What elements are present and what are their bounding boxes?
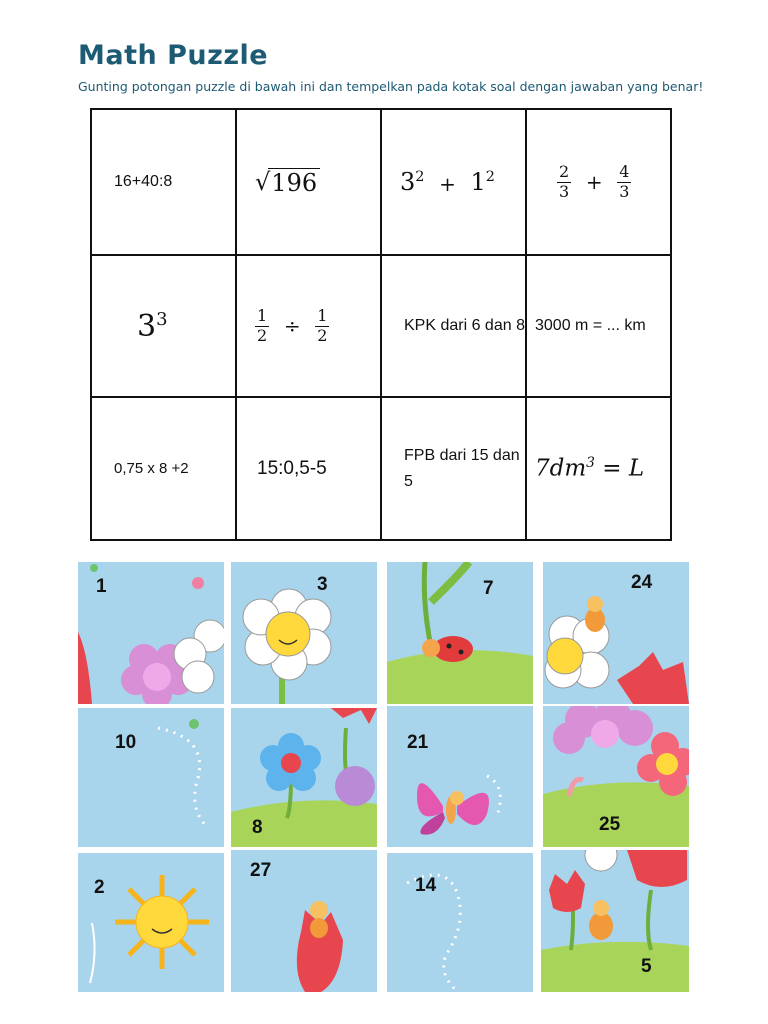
puzzle-piece[interactable] bbox=[387, 853, 533, 992]
question-cell: $3^2 + 1^2$ bbox=[381, 109, 526, 255]
question-cell: $7dm^3 = L$ bbox=[526, 397, 671, 540]
puzzle-piece[interactable] bbox=[231, 562, 377, 704]
instruction-text: Gunting potongan puzzle di bawah ini dan tempelkan pada kotak soal dengan jawaban yang benar! bbox=[78, 79, 704, 94]
puzzle-piece[interactable] bbox=[543, 706, 689, 847]
question-cell: 0,75 x 8 +2 bbox=[91, 397, 236, 540]
piece-number: 7 bbox=[483, 578, 494, 599]
sky-swirl-illustration bbox=[387, 853, 533, 992]
piece-number: 21 bbox=[407, 732, 429, 753]
piece-number: 3 bbox=[317, 574, 328, 595]
ladybug-illustration bbox=[387, 562, 533, 704]
piece-number: 24 bbox=[631, 572, 653, 593]
question-cell: $3^3$ bbox=[91, 255, 236, 397]
butterfly-illustration bbox=[387, 706, 533, 847]
question-cell: 16+40:8 bbox=[91, 109, 236, 255]
piece-number: 8 bbox=[252, 817, 263, 838]
question-cell: 3000 m = ... km bbox=[526, 255, 671, 397]
puzzle-piece[interactable] bbox=[78, 562, 224, 704]
puzzle-piece[interactable] bbox=[78, 708, 224, 847]
question-cell: KPK dari 6 dan 8 bbox=[381, 255, 526, 397]
puzzle-piece[interactable] bbox=[543, 562, 689, 704]
piece-number: 1 bbox=[96, 576, 107, 597]
puzzle-piece[interactable] bbox=[541, 850, 689, 992]
piece-number: 14 bbox=[415, 875, 437, 896]
puzzle-piece[interactable] bbox=[231, 708, 377, 847]
piece-number: 5 bbox=[641, 956, 652, 977]
page-title: Math Puzzle bbox=[78, 40, 269, 71]
question-cell: $\frac{2}{3}$ + $\frac{4}{3}$ bbox=[526, 109, 671, 255]
puzzle-piece[interactable] bbox=[78, 853, 224, 992]
piece-number: 10 bbox=[115, 732, 137, 753]
puzzle-piece[interactable] bbox=[387, 562, 533, 704]
piece-number: 27 bbox=[250, 860, 272, 881]
sun-illustration bbox=[78, 853, 224, 992]
piece-number: 25 bbox=[599, 814, 621, 835]
tulips-ladybug-illustration bbox=[541, 850, 689, 992]
sky-illustration bbox=[78, 708, 224, 847]
question-grid bbox=[90, 108, 672, 541]
question-cell: $\frac{1}{2}$ ÷ $\frac{1}{2}$ bbox=[236, 255, 381, 397]
daisy-illustration bbox=[231, 562, 377, 704]
daisy-bug-illustration bbox=[543, 562, 689, 704]
puzzle-piece[interactable] bbox=[387, 706, 533, 847]
question-cell: √ 196 bbox=[236, 109, 381, 255]
question-cell: FPB dari 15 dan 5 bbox=[381, 397, 526, 540]
question-cell: 15:0,5-5 bbox=[236, 397, 381, 540]
puzzle-piece[interactable] bbox=[231, 850, 377, 992]
piece-number: 2 bbox=[94, 877, 105, 898]
